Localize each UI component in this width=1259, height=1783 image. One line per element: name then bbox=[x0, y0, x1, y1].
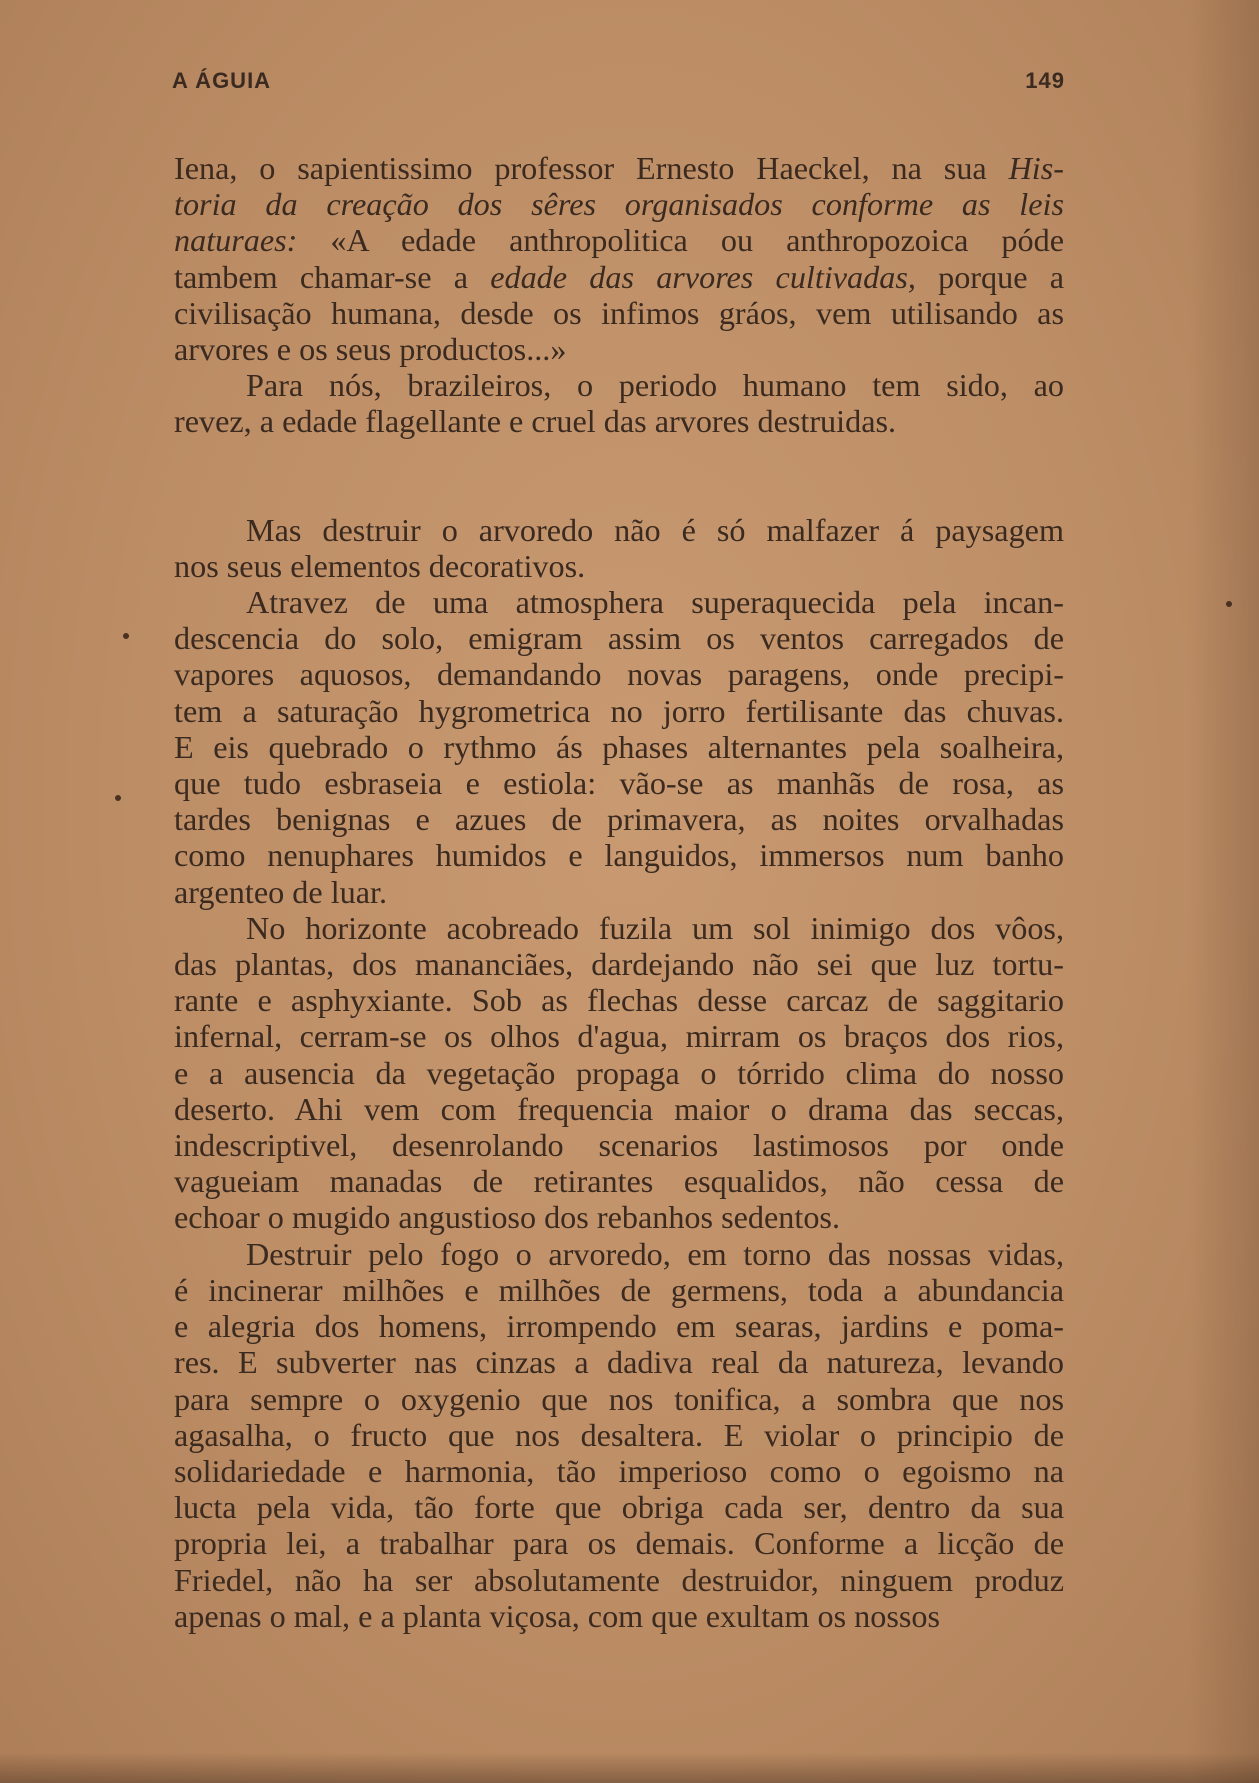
text-line bbox=[174, 1598, 1064, 1634]
body-text bbox=[174, 150, 1064, 1634]
text-run: agasalha, o fructo que nos desaltera. E violar o principio de bbox=[174, 1416, 1064, 1453]
text-run: Iena, o sapientissimo professor Ernesto Haeckel, na sua bbox=[174, 150, 1009, 186]
text-line bbox=[174, 295, 1064, 331]
text-run: Friedel, não ha ser absolutamente destruidor, ninguem produz bbox=[174, 1561, 1064, 1598]
text-run: Para nós, brazileiros, o periodo humano tem sido, ao bbox=[246, 367, 1064, 404]
text-line bbox=[174, 1525, 1064, 1561]
text-line bbox=[174, 837, 1064, 873]
text-line bbox=[174, 1163, 1064, 1199]
text-run: que tudo esbraseia e estiola: vão-se as manhãs de rosa, as bbox=[174, 765, 1064, 802]
text-line bbox=[174, 259, 1064, 295]
italic-text: toria da creação dos sêres organisados conforme as leis bbox=[174, 186, 1064, 223]
text-run: vagueiam manadas de retirantes esqualidos, não cessa de bbox=[174, 1163, 1064, 1200]
text-line bbox=[174, 1272, 1064, 1308]
text-run: infernal, cerram-se os olhos d'agua, mirram os braços dos rios, bbox=[174, 1018, 1064, 1055]
page-edge-shadow bbox=[1189, 0, 1259, 1783]
text-line bbox=[174, 620, 1064, 656]
text-line bbox=[174, 1055, 1064, 1091]
text-line bbox=[174, 1127, 1064, 1163]
paragraph bbox=[174, 150, 1064, 367]
text-line bbox=[174, 1199, 1064, 1235]
text-line bbox=[174, 982, 1064, 1018]
text-line bbox=[174, 367, 1064, 403]
text-run: e a ausencia da vegetação propaga o tórrido clima do nosso bbox=[174, 1054, 1064, 1091]
text-run: lucta pela vida, tão forte que obriga cada ser, dentro da sua bbox=[174, 1489, 1064, 1526]
text-run: deserto. Ahi vem com frequencia maior o drama das seccas, bbox=[174, 1090, 1064, 1127]
text-line bbox=[174, 1562, 1064, 1598]
text-run: Atravez de uma atmosphera superaquecida pela incan- bbox=[246, 584, 1064, 621]
text-line bbox=[174, 186, 1064, 222]
text-line bbox=[174, 1308, 1064, 1344]
text-line bbox=[174, 1344, 1064, 1380]
italic-text: edade das arvores cultivadas, bbox=[490, 258, 916, 295]
text-run: Destruir pelo fogo o arvoredo, em torno das nossas vidas, bbox=[246, 1235, 1064, 1272]
text-line bbox=[174, 548, 1064, 584]
text-run: argenteo de luar. bbox=[174, 873, 388, 910]
text-run: é incinerar milhões e milhões de germens, toda a abundancia bbox=[174, 1271, 1064, 1308]
text-run: solidariedade e harmonia, tão imperioso como o egoismo na bbox=[174, 1452, 1064, 1489]
paragraph bbox=[174, 512, 1064, 584]
paragraph bbox=[174, 910, 1064, 1236]
text-line bbox=[174, 222, 1064, 258]
text-line bbox=[174, 656, 1064, 692]
text-line bbox=[174, 512, 1064, 548]
running-title: A ÁGUIA bbox=[172, 68, 272, 93]
text-line bbox=[174, 801, 1064, 837]
text-run: tambem chamar-se a bbox=[174, 258, 491, 295]
text-line bbox=[174, 1236, 1064, 1272]
text-line bbox=[174, 874, 1064, 910]
ink-speck bbox=[115, 795, 121, 801]
text-line bbox=[174, 584, 1064, 620]
text-run: das plantas, dos mananciães, dardejando não sei que luz tortu- bbox=[174, 946, 1064, 983]
page-bottom-shadow bbox=[0, 1753, 1259, 1783]
text-run: nos seus elementos decorativos. bbox=[174, 547, 586, 584]
paragraph bbox=[174, 1236, 1064, 1634]
text-run: vapores aquosos, demandando novas paragens, onde precipi- bbox=[174, 656, 1064, 693]
text-run: descencia do solo, emigram assim os ventos carregados de bbox=[174, 620, 1064, 657]
text-run: para sempre o oxygenio que nos tonifica, a sombra que nos bbox=[174, 1380, 1064, 1417]
text-line bbox=[174, 403, 1064, 439]
text-line bbox=[174, 1381, 1064, 1417]
paragraph bbox=[174, 367, 1064, 439]
ink-speck bbox=[1226, 601, 1232, 607]
text-run: «A edade anthropolitica ou anthropozoica póde bbox=[297, 222, 1064, 259]
text-run: res. E subverter nas cinzas a dadiva real da natureza, levando bbox=[174, 1344, 1064, 1381]
italic-text: His- bbox=[1008, 150, 1064, 186]
text-line bbox=[174, 1417, 1064, 1453]
text-run: porque a bbox=[915, 258, 1064, 295]
text-line bbox=[174, 910, 1064, 946]
text-line bbox=[174, 331, 1064, 367]
text-run: propria lei, a trabalhar para os demais. Conforme a licção de bbox=[174, 1525, 1064, 1562]
text-run: civilisação humana, desde os infimos gráos, vem utilisando as bbox=[174, 294, 1064, 331]
text-line bbox=[174, 693, 1064, 729]
text-run: e alegria dos homens, irrompendo em searas, jardins e poma- bbox=[174, 1308, 1064, 1345]
text-line bbox=[174, 1453, 1064, 1489]
text-run: tardes benignas e azues de primavera, as noites orvalhadas bbox=[174, 801, 1064, 838]
ink-speck bbox=[123, 633, 129, 639]
text-run: E eis quebrado o rythmo ás phases alternantes pela soalheira, bbox=[174, 728, 1064, 765]
text-run: Mas destruir o arvoredo não é só malfazer á paysagem bbox=[246, 511, 1064, 548]
text-run: indescriptivel, desenrolando scenarios lastimosos por onde bbox=[174, 1127, 1064, 1164]
text-run: revez, a edade flagellante e cruel das arvores destruidas. bbox=[174, 403, 897, 440]
page-number: 149 bbox=[1025, 68, 1065, 93]
text-line bbox=[174, 729, 1064, 765]
text-line bbox=[174, 946, 1064, 982]
text-run: tem a saturação hygrometrica no jorro fertilisante das chuvas. bbox=[174, 692, 1064, 729]
text-run: apenas o mal, e a planta viçosa, com que exultam os nossos bbox=[174, 1597, 941, 1634]
text-line bbox=[174, 1091, 1064, 1127]
italic-text: naturaes: bbox=[174, 222, 298, 259]
text-line bbox=[174, 150, 1064, 186]
text-run: No horizonte acobreado fuzila um sol inimigo dos vôos, bbox=[246, 909, 1064, 946]
text-line bbox=[174, 1489, 1064, 1525]
text-line bbox=[174, 1018, 1064, 1054]
text-line bbox=[174, 765, 1064, 801]
section-gap bbox=[174, 440, 1064, 512]
paragraph bbox=[174, 584, 1064, 910]
text-run: echoar o mugido angustioso dos rebanhos sedentos. bbox=[174, 1199, 840, 1236]
running-header bbox=[172, 68, 1065, 94]
text-run: rante e asphyxiante. Sob as flechas desse carcaz de saggitario bbox=[174, 982, 1064, 1019]
text-run: como nenuphares humidos e languidos, immersos num banho bbox=[174, 837, 1064, 874]
text-run: arvores e os seus productos...» bbox=[174, 331, 567, 368]
